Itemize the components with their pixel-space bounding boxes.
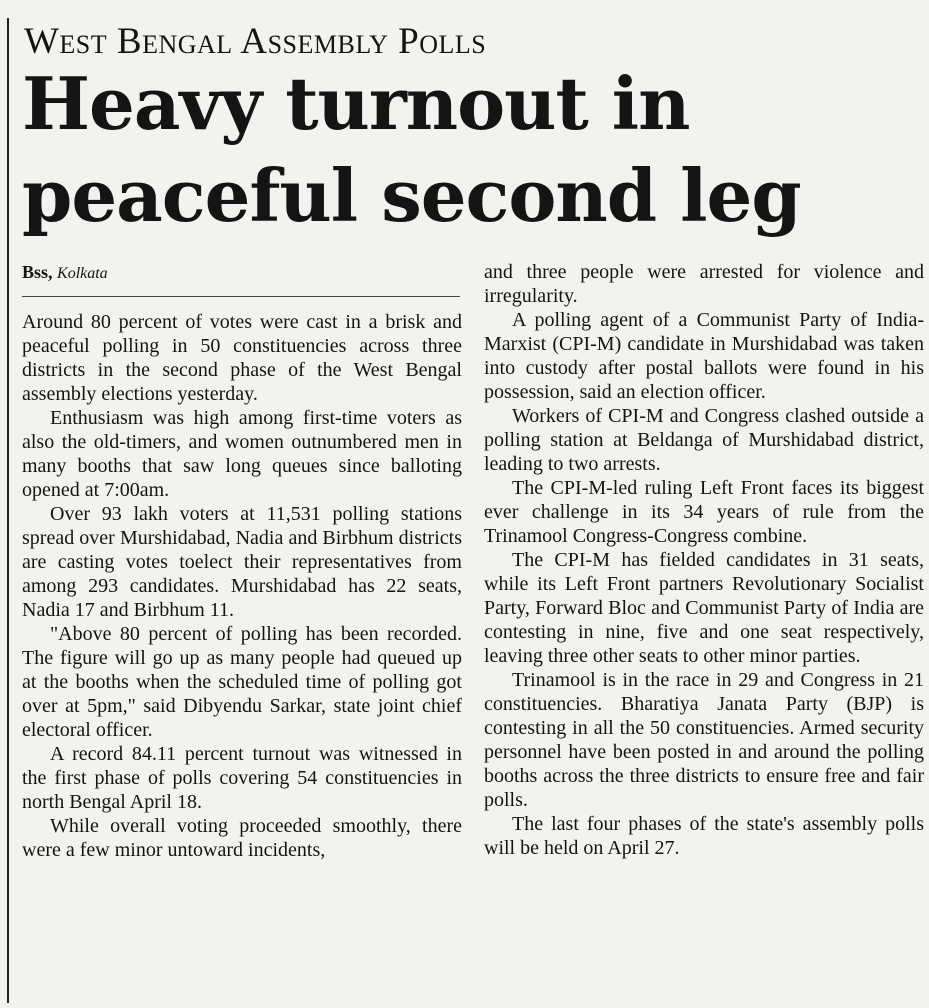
article-column-right — [484, 260, 924, 860]
byline-location: Kolkata — [57, 265, 108, 282]
article-paragraph: Around 80 percent of votes were cast in a brisk and peaceful polling in 50 constituencies across three districts in the second phase of the West Bengal assembly elections yesterday. — [22, 311, 462, 405]
article-paragraph: The CPI-M has fielded candidates in 31 seats, while its Left Front partners Revolutionary Socialist Party, Forward Bloc and Communist Party of India are contesting in nine, five and one seat respectively, leaving three other seats to other minor parties. — [484, 549, 924, 667]
article-paragraph: Enthusiasm was high among first-time voters as also the old-timers, and women outnumbered men in many booths that saw long queues since balloting opened at 7:00am. — [22, 407, 462, 501]
article-paragraph: A record 84.11 percent turnout was witnessed in the first phase of polls covering 54 constituencies in north Bengal April 18. — [22, 743, 462, 813]
article-paragraph: Over 93 lakh voters at 11,531 polling stations spread over Murshidabad, Nadia and Birbhum districts are casting votes toelect their representatives from among 293 candidates. Murshidabad has 22 seats, Nadia 17 and Birbhum 11. — [22, 503, 462, 621]
article-paragraph: While overall voting proceeded smoothly, there were a few minor untoward incidents, — [22, 815, 462, 861]
byline-divider — [22, 296, 460, 297]
byline — [22, 262, 108, 283]
article-paragraph: The last four phases of the state's assembly polls will be held on April 27. — [484, 813, 924, 859]
byline-agency: Bss, — [22, 262, 53, 282]
headline: Heavy turnout in peaceful second leg — [22, 61, 801, 238]
column-rule-left — [7, 18, 9, 1003]
article-paragraph: A polling agent of a Communist Party of India-Marxist (CPI-M) candidate in Murshidabad was taken into custody after postal ballots were found in his possession, said an election officer. — [484, 309, 924, 403]
article-paragraph: Trinamool is in the race in 29 and Congress in 21 constituencies. Bharatiya Janata Party (BJP) is contesting in all the 50 constituencies. Armed security personnel have been posted in and around the polling booths across the three districts to ensure free and fair polls. — [484, 669, 924, 811]
article-paragraph-continued: and three people were arrested for violence and irregularity. — [484, 261, 924, 307]
article-paragraph: Workers of CPI-M and Congress clashed outside a polling station at Beldanga of Murshidabad district, leading to two arrests. — [484, 405, 924, 475]
article-column-left — [22, 310, 462, 862]
section-kicker: West Bengal Assembly Polls — [24, 21, 487, 62]
article-paragraph: The CPI-M-led ruling Left Front faces its biggest ever challenge in its 34 years of rule from the Trinamool Congress-Congress combine. — [484, 477, 924, 547]
article-paragraph: "Above 80 percent of polling has been recorded. The figure will go up as many people had queued up at the booths when the scheduled time of polling got over at 5pm," said Dibyendu Sarkar, state joint chief electoral officer. — [22, 623, 462, 741]
